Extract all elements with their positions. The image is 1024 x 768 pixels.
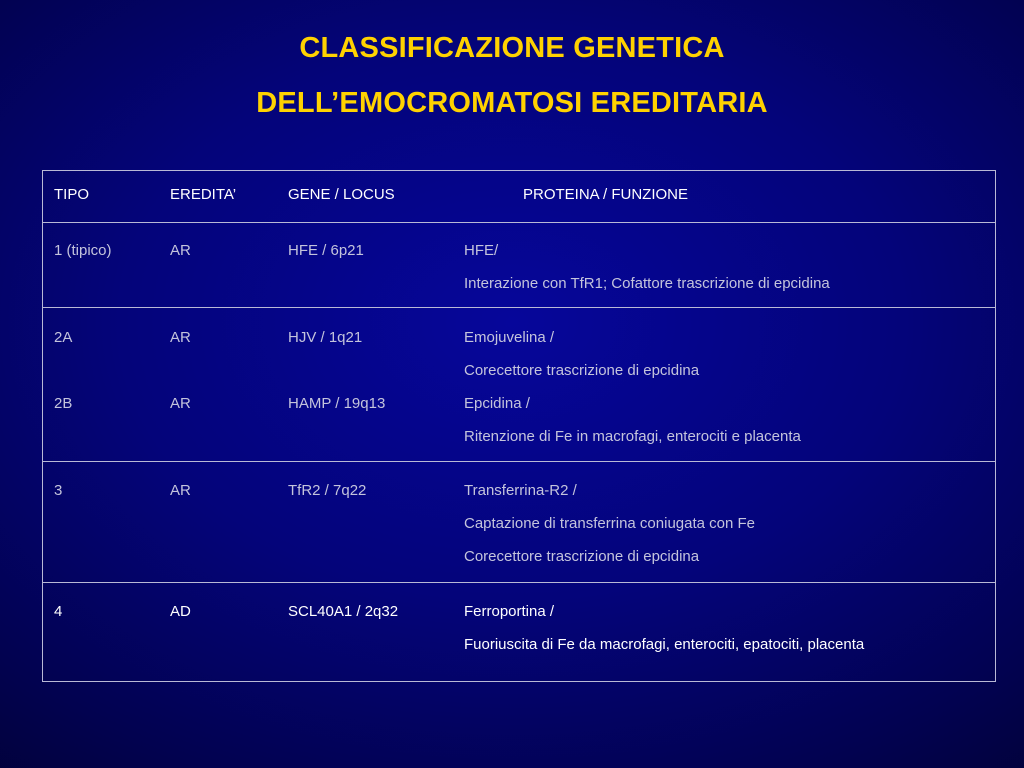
cell-proteina: Epcidina / [464, 395, 530, 412]
table-row-tipo-3 [43, 461, 995, 582]
cell-funzione: Fuoriuscita di Fe da macrofagi, enterociti, epatociti, placenta [464, 636, 865, 653]
slide-title-line-1: CLASSIFICAZIONE GENETICA [299, 32, 725, 64]
cell-proteina: Transferrina-R2 / [464, 482, 577, 499]
table-row-tipo-4 [43, 582, 995, 681]
cell-gene-locus: HJV / 1q21 [288, 329, 363, 346]
cell-tipo: 1 (tipico) [54, 242, 112, 259]
slide-title-line-2: DELL’EMOCROMATOSI EREDITARIA [256, 87, 768, 119]
cell-tipo: 3 [54, 482, 63, 499]
table-row-tipo-2 [43, 307, 995, 461]
cell-gene-locus: TfR2 / 7q22 [288, 482, 367, 499]
cell-proteina: Ferroportina / [464, 603, 555, 620]
header-gene-locus: GENE / LOCUS [288, 186, 395, 203]
cell-eredita: AR [170, 242, 191, 259]
cell-eredita: AR [170, 482, 191, 499]
cell-funzione-2: Corecettore trascrizione di epcidina [464, 548, 700, 565]
cell-proteina: Emojuvelina / [464, 329, 555, 346]
cell-funzione: Interazione con TfR1; Cofattore trascrizione di epcidina [464, 275, 830, 292]
cell-funzione: Corecettore trascrizione di epcidina [464, 362, 700, 379]
header-tipo: TIPO [54, 186, 90, 203]
table-header-row [43, 171, 995, 222]
cell-gene-locus: HAMP / 19q13 [288, 395, 386, 412]
cell-funzione: Ritenzione di Fe in macrofagi, enterociti e placenta [464, 428, 801, 445]
cell-eredita: AR [170, 395, 191, 412]
header-proteina-funzione: PROTEINA / FUNZIONE [523, 186, 689, 203]
header-eredita: EREDITA’ [170, 186, 237, 203]
cell-proteina: HFE/ [464, 242, 499, 259]
cell-gene-locus: HFE / 6p21 [288, 242, 364, 259]
cell-eredita: AD [170, 603, 191, 620]
cell-tipo: 2B [54, 395, 73, 412]
cell-funzione: Captazione di transferrina coniugata con Fe [464, 515, 756, 532]
cell-gene-locus: SCL40A1 / 2q32 [288, 603, 399, 620]
cell-eredita: AR [170, 329, 191, 346]
cell-tipo: 2A [54, 329, 73, 346]
table-row-tipo-1 [43, 222, 995, 307]
cell-tipo: 4 [54, 603, 63, 620]
classification-table [42, 170, 996, 682]
